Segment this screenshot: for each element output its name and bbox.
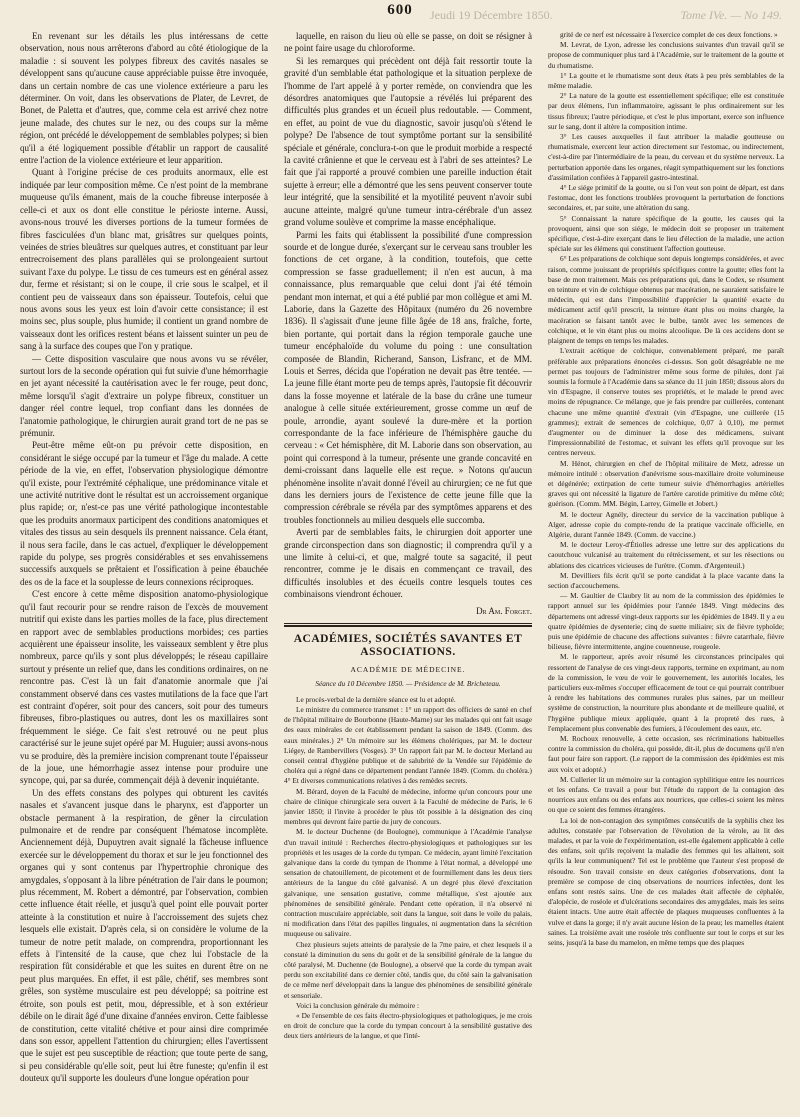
session-line: Séance du 10 Décembre 1850. — Présidence de M. Bricheteau. [315,679,501,689]
section-title: ACADÉMIES, SOCIÉTÉS SAVANTES ET ASSOCIATIONS. [293,633,523,658]
paragraph: 3° Les causes auxquelles il faut attribuer la maladie goutteuse ou rhumatismale, exercent leur action directement sur l'estomac, ou indirectement, c'est-à-dire par l'intermédiaire de la peau, du cerveau et du système nerveux. La perturbation apportée dans les organes, réagit sympathiquement sur les fonctions d'assimilation confiées à l'appareil gastro-intestinal. [548,132,784,182]
paragraph: Quant à l'origine précise de ces produits anormaux, elle est indiquée par leur composition même. Ce n'est point de la membrane muqueuse qu'ils émanent, mais de la couche fibreuse interposée à celle-ci et aux os dont elle constitue le périoste interne. Aussi, avons-nous trouvé les diverses portions de la tumeur formées de fibres fasciculées d'un blanc mat, grisâtres sur quelques points, veinées de stries bleuâtres sur quelques autres, et constituant par leur entrecroisement des plans parallèles qui se prolongeaient surtout suivant l'axe du polype. Le tissu de ces tumeurs est en général assez dur, ferme et résistant; si on le coupe, il crie sous le scalpel, et il contient peu de vaisseaux dans son épaisseur. Toutefois, celui que nous avons sous les yeux est loin d'avoir cette consistance; il est moins sec, plus souple, plus humide; il contient un grand nombre de vaisseaux dont les orifices restent béans et laissent suinter un peu de sang à la surface des coupes que l'on y pratique. [20,167,268,352]
paragraph: 2° La nature de la goutte est essentiellement spécifique; elle est constituée par deux élémens, l'un inflammatoire, agissant le plus ordinairement sur les tissus fibreux; l'autre périodique, et c'est le plus important, exerce son influence sur le sang, dont il altère la composition intime. [548,91,784,131]
paragraph: M. Cullerier lit un mémoire sur la contagion syphilitique entre les nourrices et les enfans. Ce travail a pour but l'étude du rapport de la contagion des nourrices aux enfans ou des enfans aux nourrices, que celles-ci soient les mères ou que ce soient des femmes étrangères. [548,774,784,815]
paragraph: C'est encore à cette même disposition anatomo-physiologique qu'il faut recourir pour se rendre raison de l'excès de mouvement nutritif qui existe dans les parties molles de la face, plus directement en rapport avec de semblables productions morbides; ces parties acquièrent une épaisseur insolite, les vaisseaux semblent y être plus nombreux, parce qu'ils y sont plus développés; le réseau capillaire surtout y présente un relief que, dans les conditions ordinaires, on ne rencontre pas. C'est là un fait d'anatomie anormale que j'ai constamment observé dans ces vastes mutilations de la face que l'art est contraint d'opérer, soit pour des cancers, soit pour des tumeurs fibreuses, fibro-plastiques ou autres, dont les os maxillaires sont fréquemment le siége. Ce fait s'est retrouvé ou ne peut plus caractérisé sur le jeune sujet opéré par M. Huguier; aussi avons-nous vu se produire, dès la première incision comprenant toute l'épaisseur de la joue, une hémorrhagie assez intense pour produire une syncope, qui, par sa durée, commençait déjà à devenir inquiétante. [20,589,268,786]
paragraph: L'extrait acétique de colchique, convenablement préparé, me paraît préférable aux préparations énoncées ci-dessus. Son goût désagréable ne me permet pas toujours de l'administrer même sous forme de pilules, dont j'ai soumis la formule à l'Académie dans sa séance du 11 juin 1850; dissous alors du vin d'Espagne, il conserve toutes ses propriétés, et le malade le prend avec moins de répugnance. Ce mélange, que je fais prendre par cuillerées, contenant chacune une même quantité d'extrait (vin d'Espagne, une cuillerée (15 grammes); extrait de semences de colchique, 0,07 à 0,10), me permet d'augmenter ou de diminuer la dose des médicamens, suivant l'impressionnabilité de l'estomac, et suivant les effets qu'il provoque sur les centres nerveux. [548,346,784,458]
paragraph: M. Rochoux renouvelle, à cette occasion, ses récriminations habituelles contre la commission du choléra, qui possède, dit-il, plus de documens qu'il n'en faut pour faire son rapport. (Le rapport de la commission des épidémies est mis aux voix et adopté.) [548,734,784,774]
paragraph: M. le docteur Duchenne (de Boulogne), communique à l'Académie l'analyse d'un travail intitulé : Recherches électro-physiologiques et pathologiques sur les propriétés et les usages de la corde du tympan. Ce médecin, ayant limité l'excitation galvanique dans la corde du tympan de l'homme à l'état normal, a développé une sensation de chatouillement, de picotement et de fourmillement dans les deux tiers antérieurs de la langue du côté galvanisé. A un degré plus élevé d'excitation galvanique, une sensation gustative, comme métallique, s'est ajoutée aux phénomènes de sensibilité générale. Pendant cette opération, il n'a observé ni contraction musculaire appréciable, soit dans la langue, soit dans le voile du palais, ni modification dans l'état des papilles linguales, ni augmentation dans la sécrétion muqueuse ou salivaire. [284,827,532,939]
paragraph: — Cette disposition vasculaire que nous avons vu se révéler, surtout lors de la seconde opération qui fut suivie d'une hémorrhagie en jet ayant nécessité la cautérisation avec le fer rouge, peut donc, même lorsqu'il s'agit d'extraire un polype fibreux, constituer un danger réel contre lequel, trop confiant dans les données de l'anatomie pathologique, le chirurgien aurait grand tort de ne pas se prémunir. [20,353,268,438]
issue-date-mark: Jeudi 19 Décembre 1850. [430,8,553,22]
paragraph: Voici la conclusion générale du mémoire : [296,1000,420,1010]
paragraph: M. le rapporteur, après avoir résumé les circonstances principales qui ressortent de l'analyse de ces vingt-deux rapports, termine en exprimant, au nom de la commission, le vœu de voir le gouvernement, les autorités locales, les particuliers eux-mêmes s'occuper efficacement de tout ce qui pourrait contribuer à rendre les habitations des communes rurales plus saines, par un meilleur système de construction, la nourriture plus abondante et de meilleure qualité, et l'hygiène publique mieux appliquée, quant à la propreté des rues, à l'emplacement plus convenable des fumiers, à l'écoulement des eaux, etc. [548,652,784,733]
paragraph: En revenant sur les détails les plus intéressans de cette observation, nous nous arrêterons d'abord au côté étiologique de la maladie : si souvent les polypes fibreux des cavités nasales se développent sans qu'aucune cause appréciable puisse être invoquée, dans un certain nombre de cas une violence extérieure a paru les déterminer. On voit, dans les observations de Plater, de Levret, de Bonet, de Paletta et d'autres, que, comme cela est arrivé chez notre jeune malade, des chutes sur le nez, ou des coups sur la même région, ont précédé le développement de semblables polypes; si bien qu'il a été logiquement possible d'établir un rapport de causalité entre l'action de la violence extérieure et leur apparition. [20,31,268,166]
paragraph: M. Levrat, de Lyon, adresse les conclusions suivantes d'un travail qu'il se propose de communiquer plus tard à l'Académie, sur le traitement de la goutte et du rhumatisme. [548,40,784,70]
paragraph: M. Devilliers fils écrit qu'il se porte candidat à la place vacante dans la section d'accouchemens. [548,570,784,590]
column-3 [548,30,784,1110]
paragraph: 6° Les préparations de colchique sont depuis longtemps considérées, et avec raison, comme jouissant de propriétés spécifiques contre la goutte; elles font la base de mon traitement. Mais ces préparations qui, dans le Codex, se résument en teinture et vin de colchique obtenus par macération, ne sauraient satisfaire le médecin, qui est dans l'impossibilité d'apprécier la quantité exacte du médicament actif qu'il prescrit, la teinture étant plus ou moins chargée, la macération se faisant tantôt avec le bulbe, tantôt avec les semences de colchique, et le vin étant plus ou moins alcoolique. De là ces accidens dont se plaignent de temps en temps les malades. [548,254,784,346]
paragraph: Averti par de semblables faits, le chirurgien doit apporter une grande circonspection dans son diagnostic; il comprendra qu'il y a une limite à celui-ci, et que, malgré toute sa sagacité, il peut rencontrer, comme je le disais en commençant ce travail, des difficultés insolubles et des écueils contre lesquels toutes ces combinaisons viendront échouer. [284,527,532,600]
paragraph: grité de ce nerf est nécessaire à l'exercice complet de ces deux fonctions. » [560,30,778,39]
divider [284,623,532,624]
paragraph: Un des effets constans des polypes qui obturent les cavités nasales et s'avancent jusque dans le pharynx, est d'apporter un obstacle permanent à la respiration, de gêner la circulation pulmonaire et de rendre par conséquent l'hématose incomplète. Anciennement déjà, Dupuytren avait signalé la fâcheuse influence exercée sur le développement du thorax et sur le jeu fonctionnel des organes qui y sont contenus par l'hypertrophie chronique des amygdales, s'opposant à la libre pénétration de l'air dans le poumon; plus récemment, M. Robert a démontré, par l'observation, combien cette influence était réelle, et jusqu'à quel point elle pouvait porter atteinte à la constitution et nuire à l'accroissement des sujets chez lesquels elle existait. D'après cela, si on considère le volume de la tumeur de notre petit malade, on comprendra, proportionnant les effets à l'intensité de la cause, que chez lui l'obstacle de la respiration fût considérable et que les suites en durent être on ne peut plus marquées. En effet, il est pâle, chétif, ses membres sont grêles, son système musculaire est peu développé; sa poitrine est étroite, son pouls est petit, mou, dépressible, et à son extérieur débile on le dirait âgé d'une dixaine d'années environ. Cette faiblesse de constitution, cette vitalité chétive et pour ainsi dire comprimée dans son essor, appellent l'attention du chirurgien; elles l'avertissent que le sujet est peu susceptible de réaction; que toute perte de sang, si peu considérable qu'elle soit, peut lui être funeste; qu'enfin il est douteux qu'il supporte les douleurs d'une longue opération pour [20,787,268,1084]
paragraph: laquelle, en raison du lieu où elle se passe, on doit se résigner à ne point faire usage du chloroforme. [284,31,532,54]
page-number: 600 [387,2,413,18]
paragraph: Le procès-verbal de la dernière séance est lu et adopté. [296,694,456,704]
paragraph: Peut-être même eût-on pu prévoir cette disposition, en considérant le siége occupé par la tumeur et l'âge du malade. A cette période de la vie, en effet, l'observation physiologique démontre qu'il existe, pour l'extrémité céphalique, une prédominance vitale et une activité nutritive dont le résultat est un accroissement organique plus rapide; or, n'est-ce pas une vérité pathologique incontestable que les produits anormaux participent des conditions anatomiques et vitales des tissus au sein desquels ils prennent naissance. Cela étant, il nous sera facile, dans le cas actuel, d'expliquer le développement rapide du polype, ses progrès considérables et ses envahissemens successifs auxquels se prêtaient et l'ossification à peine ébauchée des os de la face et la souplesse de leurs connexions réciproques. [20,440,268,587]
paragraph: M. Bérard, doyen de la Faculté de médecine, informe qu'un concours pour une chaire de clinique chirurgicale sera ouvert à la Faculté de médecine de Paris, le 6 janvier 1850; il l'invite à procéder le plus tôt possible à la désignation des cinq membres qui devront faire partie du jury de concours. [284,786,532,827]
paragraph: M. Hénot, chirurgien en chef de l'hôpital militaire de Metz, adresse un mémoire intitulé : observation d'anévrisme sous-maxillaire droite volumineuse et dégénérée; extirpation de cette tumeur suivie d'hémorrhagies artérielles graves qui ont nécessité la ligature de l'artère carotide primitive du même côté; guérison. (Comm. MM. Bégin, Larrey, Gimelle et Jobert.) [548,458,784,509]
paragraph: M. le docteur Leroy-d'Étiolles adresse une lettre sur des applications du caoutchouc vulcanisé au traitement du rétrécissement, et sur les résections ou ablations des cicatrices vicieuses de l'urètre. (Comm. d'Argenteuil.) [548,540,784,570]
paragraph: 1° La goutte et le rhumatisme sont deux états à peu près semblables de la même maladie. [548,70,784,91]
paragraph: — M. Gaultier de Claubry lit au nom de la commission des épidémies le rapport annuel sur les épidémies pour l'année 1849. Vingt médecins des départemens ont adressé vingt-deux rapports sur les épidémies de 1849. Il y a eu quatre épidémies de dysenterie; cinq de suette miliaire; six de fièvre typhoïde; puis une épidémie de chacune des affections suivantes : fièvre catarrhale, fièvre bilieuse, fièvre intermittente, angine couenneuse, rougeole. [548,591,784,652]
volume-mark: Tome IVe. — No 149. [680,8,782,22]
paragraph: La loi de non-contagion des symptômes consécutifs de la syphilis chez les adultes, constatée par l'observation de l'évolution de la vérole, au lit des malades, et par la voie de l'expérimentation, est-elle également applicable à celle des enfans, soit qu'ils reçoivent la maladie des femmes qui les allaitent, soit qu'ils la leur communiquent? Tel est le problème que l'auteur s'est proposé de résoudre. Son travail consiste en deux catégories d'observations, dont la première se compose de cinq observations de nourrices infectées, dont les enfans sont restés sains. Une de ces malades était affectée de céphalée, d'alopécie, de roséole et d'ulcérations secondaires des amygdales, mais les seins étaient intacts. Une autre était affectée de plaques muqueuses confluentes à la vulve et dans la gorge; il n'y avait aucune lésion de la peau; les mamelles étaient saines. La troisième avait une roséole très confluente sur tout le corps et sur les seins, jusqu'à la base du mamelon, en même temps que des plaques [548,815,784,948]
paragraph: M. le docteur Agnély, directeur du service de la vaccination publique à Alger, adresse copie du compte-rendu de la pratique vaccinale officielle, en Algérie, durant l'année 1849. (Comm. de vaccine.) [548,509,784,539]
paragraph: Parmi les faits qui établissent la possibilité d'une compression sourde et de longue durée, s'exerçant sur le cerveau sans troubler les fonctions de cet organe, à la condition, toutefois, que cette compression se fasse graduellement; il n'en est aucun, à ma connaissance, plus remarquable que celui dont j'ai été témoin pendant mon internat, et qui a été publié par mon collègue et ami M. Laborie, dans la Gazette des Hôpitaux (numéro du 26 novembre 1836). Il s'agissait d'une jeune fille âgée de 18 ans, fraîche, forte, bien portante, qui portait dans la région temporale gauche une tumeur encéphaloïde du volume du poing : une consultation composée de Blandin, Richerand, Sanson, Lisfranc, et de MM. Louis et Serres, décida que l'opération ne devait pas être tentée. — La jeune fille étant morte peu de temps après, l'autopsie fit découvrir dans la fosse moyenne et latérale de la base du crâne une tumeur analogue à celle située extérieurement, grosse comme un œuf de poule, arrondie, ayant soulevé la dure-mère et la portion correspondante de la face inférieure de l'hémisphère gauche du cerveau : « Cet hémisphère, dit M. Laborie dans son observation, au point qui correspond à la tumeur, présente une grande concavité en demi-croissant dans laquelle elle est reçue. » Notons qu'aucun phénomène insolite n'avait donné l'éveil au chirurgien; ce ne fut que dans les derniers jours de l'existence de cette jeune fille que la compression cérébrale se révéla par des symptômes apparens et des troubles fonctionnels au milieu desquels elle succomba. [284,229,532,525]
paragraph: 5° Connaissant la nature spécifique de la goutte, les causes qui la provoquent, ainsi que son siége, le médecin doit se proposer un traitement spécifique, c'est-à-dire exerçant dans le lieu d'élection de la maladie, une action spéciale sur les élémens qui constituent l'affection goutteuse. [548,213,784,254]
paragraph: « De l'ensemble de ces faits électro-physiologiques et pathologiques, je me crois en droit de conclure que la corde du tympan concourt à la sensibilité gustative des deux tiers antérieurs de la langue, et que l'inté- [284,1011,532,1041]
column-1 [20,30,268,1110]
paragraph: Le ministre du commerce transmet : 1° un rapport des officiers de santé en chef de l'hôpital militaire de Bourbonne (Haute-Marne) sur les malades qui ont fait usage des eaux minérales de cet établissement pendant la saison de 1849. (Comm. des eaux minérales.) 2° Un mémoire sur les élémens cholériques, par M. le docteur Liégey, de Rambervillers (Vosges). 3° Un rapport fait par M. le docteur Merland au conseil central d'hygiène publique et de salubrité de la Vendée sur l'épidémie de choléra qui a régné dans ce département pendant l'année 1849. (Comm. du choléra.) 4° Et diverses communications relatives à des remèdes secrets. [284,704,532,786]
academy-report [284,695,532,1042]
paragraph: Chez plusieurs sujets atteints de paralysie de la 7me paire, et chez lesquels il a constaté la diminution du sens du goût et de la sensibilité générale de la langue du côté paralysé, M. Duchenne (de Boulogne), a observé que la corde du tympan avait perdu son excitabilité dans ce dernier côté, tandis que, du côté sain la galvanisation de ce même nerf développait dans la langue des phénomènes de sensibilité générale et sensoriale. [284,939,532,1000]
author-signature: Dr Am. Forget. [476,605,532,616]
page-header [0,0,800,32]
column-2 [284,30,532,1110]
section-subtitle: ACADÉMIE DE MÉDECINE. [350,664,466,674]
divider [284,625,532,627]
paragraph: 4° Le siége primitif de la goutte, ou si l'on veut son point de départ, est dans l'estomac, dont les fonctions troublées provoquent la perturbation de fonctions secondaires, et, par suite, une altération du sang. [548,183,784,213]
paragraph: Si les remarques qui précèdent ont déjà fait ressortir toute la gravité d'un semblable état pathologique et la situation perplexe de l'homme de l'art appelé à y porter remède, on conviendra que les désordres anatomiques que l'autopsie a révélés lui préparent des difficultés plus grandes et un écueil plus redoutable. — Comment, en effet, au point de vue du diagnostic, savoir jusqu'où s'étend le polype? De l'absence de tout symptôme portant sur la sensibilité spéciale et générale, conclura-t-on que le produit morbide a respecté la cavité crânienne et que le cerveau est à l'abri de ses atteintes? Le fait que j'ai rapporté a prouvé combien une pareille induction était sujette à erreur; elle a démontré que les sens peuvent conserver toute leur intégrité, que la sensibilité et la myotilité peuvent n'avoir subi aucune atteinte, malgré qu'une tumeur intra-cérébrale d'un assez grand volume soulève et comprime la masse encéphalique. [284,55,532,228]
